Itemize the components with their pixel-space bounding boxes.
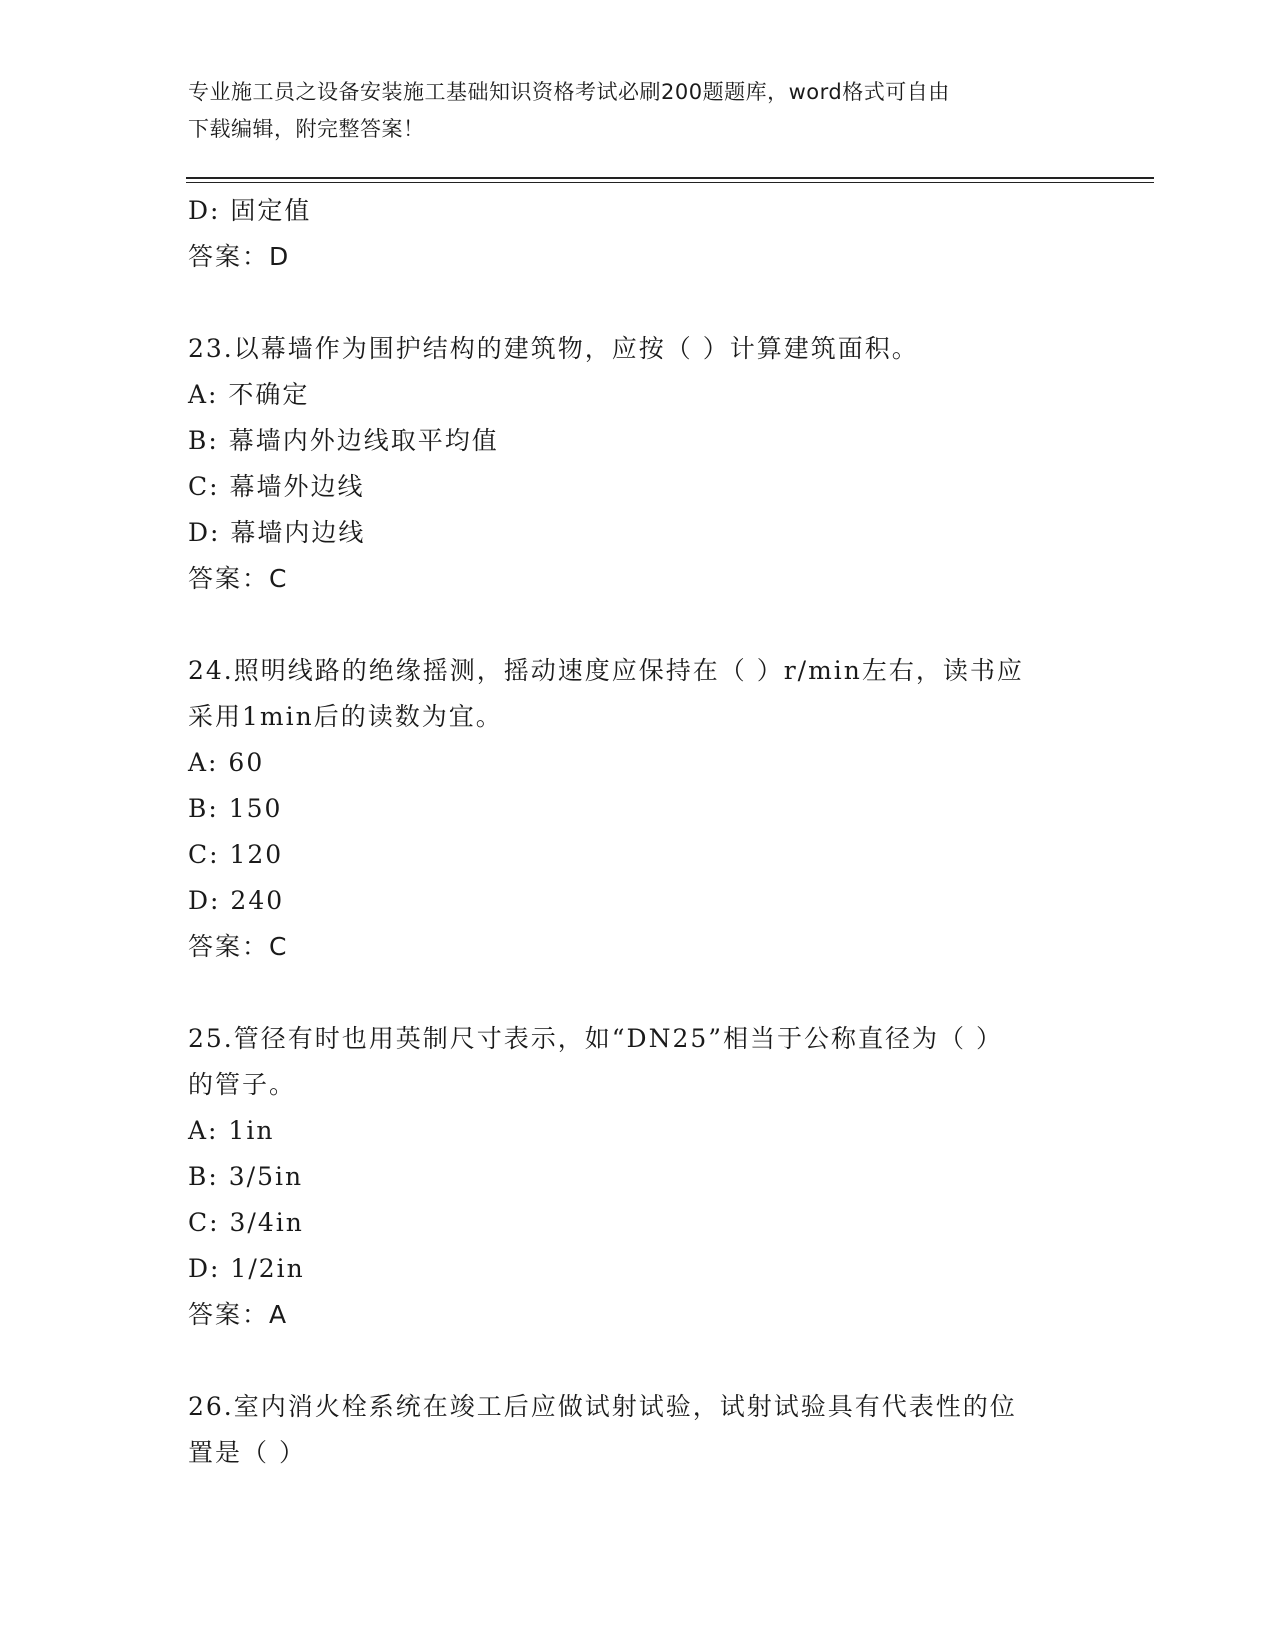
question-stem-continued: 置是（ ） — [188, 1438, 306, 1467]
question-25 — [188, 1016, 1088, 1338]
spacer — [188, 970, 1088, 1016]
option-c: C: 3/4in — [188, 1208, 304, 1237]
option-d: D: 幕墙内边线 — [188, 518, 366, 547]
option-a: A: 60 — [188, 748, 265, 777]
option-c: C: 120 — [188, 840, 284, 869]
question-list — [188, 188, 1088, 1476]
option-b: B: 幕墙内外边线取平均值 — [188, 426, 499, 455]
question-stem-continued: 采用1min后的读数为宜。 — [188, 702, 503, 731]
option-b: B: 150 — [188, 794, 283, 823]
question-stem: 26.室内消火栓系统在竣工后应做试射试验，试射试验具有代表性的位 — [188, 1392, 1017, 1421]
option-d: D: 1/2in — [188, 1254, 305, 1283]
question-stem: 25.管径有时也用英制尺寸表示，如“DN25”相当于公称直径为（ ） — [188, 1024, 1003, 1053]
option-a: A: 不确定 — [188, 380, 310, 409]
answer-label: 答案：C — [188, 564, 289, 593]
option-d: D: 固定值 — [188, 196, 312, 225]
previous-question-tail — [188, 188, 1088, 280]
spacer — [188, 1338, 1088, 1384]
answer-label: 答案：C — [188, 932, 289, 961]
header-title-line-1: 专业施工员之设备安装施工基础知识资格考试必刷200题题库，word格式可自由 — [188, 80, 950, 104]
question-stem-continued: 的管子。 — [188, 1070, 297, 1099]
option-d: D: 240 — [188, 886, 285, 915]
document-header — [188, 74, 1088, 148]
answer-label: 答案：A — [188, 1300, 289, 1329]
option-b: B: 3/5in — [188, 1162, 304, 1191]
spacer — [188, 602, 1088, 648]
option-a: A: 1in — [188, 1116, 275, 1145]
question-26 — [188, 1384, 1088, 1476]
option-c: C: 幕墙外边线 — [188, 472, 365, 501]
answer-label: 答案：D — [188, 242, 291, 271]
question-23 — [188, 326, 1088, 602]
header-title-line-2: 下载编辑，附完整答案！ — [188, 117, 425, 141]
header-divider-thin — [186, 182, 1154, 183]
question-stem: 24.照明线路的绝缘摇测，摇动速度应保持在（ ）r/min左右，读书应 — [188, 656, 1024, 685]
question-stem: 23.以幕墙作为围护结构的建筑物，应按（ ）计算建筑面积。 — [188, 334, 919, 363]
header-divider-thick — [186, 177, 1154, 179]
spacer — [188, 280, 1088, 326]
question-24 — [188, 648, 1088, 970]
